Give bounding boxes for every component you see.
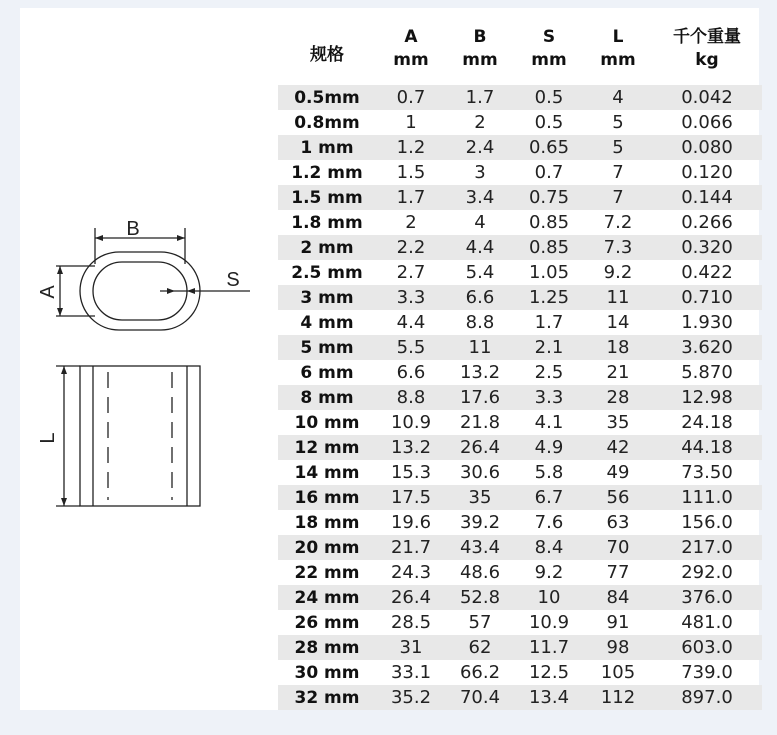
s-cell: 2.1 bbox=[514, 335, 584, 360]
s-cell: 10.9 bbox=[528, 612, 570, 633]
size-cell: 4 mm bbox=[300, 312, 354, 333]
b-cell: 48.6 bbox=[459, 562, 501, 583]
header-l-unit: mm bbox=[600, 50, 636, 70]
b-cell: 13.2 bbox=[459, 362, 501, 383]
size-cell: 0.5mm bbox=[278, 85, 376, 110]
s-cell: 8.4 bbox=[514, 535, 584, 560]
a-cell: 6.6 bbox=[396, 362, 426, 383]
header-cell-weight bbox=[652, 26, 762, 85]
size-cell: 32 mm bbox=[278, 685, 376, 710]
size-cell: 24 mm bbox=[278, 585, 376, 610]
size-cell: 2.5 mm bbox=[291, 262, 363, 283]
table-row bbox=[278, 160, 762, 185]
header-l-label: L bbox=[612, 27, 624, 47]
s-cell: 1.05 bbox=[528, 262, 570, 283]
spec-table-header bbox=[278, 26, 762, 85]
table-row bbox=[278, 110, 762, 135]
s-cell: 11.7 bbox=[514, 635, 584, 660]
a-cell: 2.2 bbox=[376, 235, 446, 260]
b-cell: 8.8 bbox=[465, 312, 495, 333]
table-row bbox=[278, 660, 762, 685]
s-cell: 0.5 bbox=[534, 112, 564, 133]
s-cell: 2.5 bbox=[534, 362, 564, 383]
size-cell: 8 mm bbox=[278, 385, 376, 410]
l-cell: 7 bbox=[612, 162, 624, 183]
weight-cell: 24.18 bbox=[681, 412, 733, 433]
b-cell: 17.6 bbox=[446, 385, 514, 410]
table-row bbox=[278, 310, 762, 335]
b-cell: 2 bbox=[474, 112, 486, 133]
header-b-label: B bbox=[473, 27, 487, 47]
spec-table-body bbox=[278, 85, 762, 710]
table-row bbox=[278, 585, 762, 610]
weight-cell: 0.422 bbox=[681, 262, 733, 283]
s-cell: 0.65 bbox=[514, 135, 584, 160]
table-row bbox=[278, 460, 762, 485]
size-cell: 1 mm bbox=[278, 135, 376, 160]
l-cell: 9.2 bbox=[603, 262, 633, 283]
weight-cell: 1.930 bbox=[681, 312, 733, 333]
dimension-label-b: B bbox=[126, 218, 140, 240]
l-cell: 70 bbox=[584, 535, 652, 560]
table-row bbox=[278, 260, 762, 285]
l-cell: 91 bbox=[606, 612, 630, 633]
l-cell: 56 bbox=[584, 485, 652, 510]
b-cell: 11 bbox=[446, 335, 514, 360]
size-cell: 1.5 mm bbox=[278, 185, 376, 210]
header-a-label: A bbox=[404, 27, 418, 47]
a-cell: 1.2 bbox=[376, 135, 446, 160]
l-cell: 105 bbox=[600, 662, 636, 683]
s-cell: 1.25 bbox=[514, 285, 584, 310]
l-cell: 49 bbox=[606, 462, 630, 483]
a-cell: 2.7 bbox=[396, 262, 426, 283]
weight-cell: 481.0 bbox=[681, 612, 733, 633]
b-cell: 30.6 bbox=[459, 462, 501, 483]
a-cell: 0.7 bbox=[376, 85, 446, 110]
weight-cell: 0.144 bbox=[652, 185, 762, 210]
b-cell: 70.4 bbox=[446, 685, 514, 710]
table-row bbox=[278, 335, 762, 360]
weight-cell: 12.98 bbox=[652, 385, 762, 410]
header-b-unit: mm bbox=[462, 50, 498, 70]
b-cell: 39.2 bbox=[459, 512, 501, 533]
size-cell: 28 mm bbox=[278, 635, 376, 660]
size-cell: 10 mm bbox=[294, 412, 360, 433]
a-cell: 35.2 bbox=[376, 685, 446, 710]
header-s-unit: mm bbox=[531, 50, 567, 70]
weight-cell: 739.0 bbox=[681, 662, 733, 683]
b-cell: 6.6 bbox=[446, 285, 514, 310]
s-cell: 9.2 bbox=[534, 562, 564, 583]
l-cell: 77 bbox=[606, 562, 630, 583]
header-weight-unit: kg bbox=[695, 50, 719, 70]
b-cell: 4.4 bbox=[446, 235, 514, 260]
size-cell: 12 mm bbox=[278, 435, 376, 460]
a-cell: 21.7 bbox=[376, 535, 446, 560]
table-row bbox=[278, 360, 762, 385]
size-cell: 30 mm bbox=[294, 662, 360, 683]
table-row bbox=[278, 685, 762, 710]
weight-cell: 897.0 bbox=[652, 685, 762, 710]
l-cell: 14 bbox=[606, 312, 630, 333]
a-cell: 24.3 bbox=[390, 562, 432, 583]
s-cell: 0.5 bbox=[514, 85, 584, 110]
l-cell: 5 bbox=[584, 135, 652, 160]
table-row bbox=[278, 485, 762, 510]
l-cell: 5 bbox=[612, 112, 624, 133]
size-cell: 1.2 mm bbox=[291, 162, 363, 183]
s-cell: 7.6 bbox=[534, 512, 564, 533]
s-cell: 6.7 bbox=[514, 485, 584, 510]
weight-cell: 0.320 bbox=[652, 235, 762, 260]
weight-cell: 5.870 bbox=[681, 362, 733, 383]
l-cell: 42 bbox=[584, 435, 652, 460]
header-spec-label: 规格 bbox=[310, 45, 344, 65]
header-cell-l bbox=[584, 26, 652, 85]
size-cell: 0.8mm bbox=[294, 112, 360, 133]
s-cell: 12.5 bbox=[528, 662, 570, 683]
sleeve-diagram bbox=[0, 0, 270, 560]
l-cell: 11 bbox=[584, 285, 652, 310]
s-cell: 0.85 bbox=[528, 212, 570, 233]
size-cell: 1.8 mm bbox=[291, 212, 363, 233]
header-a-unit: mm bbox=[393, 50, 429, 70]
a-cell: 13.2 bbox=[376, 435, 446, 460]
a-cell: 19.6 bbox=[390, 512, 432, 533]
dimension-label-a: A bbox=[37, 285, 59, 299]
l-cell: 7 bbox=[584, 185, 652, 210]
table-row bbox=[278, 210, 762, 235]
s-cell: 0.85 bbox=[514, 235, 584, 260]
b-cell: 43.4 bbox=[446, 535, 514, 560]
a-cell: 31 bbox=[376, 635, 446, 660]
b-cell: 2.4 bbox=[446, 135, 514, 160]
s-cell: 3.3 bbox=[514, 385, 584, 410]
weight-cell: 603.0 bbox=[652, 635, 762, 660]
a-cell: 26.4 bbox=[376, 585, 446, 610]
sleeve-side-outline bbox=[80, 366, 200, 506]
a-cell: 1.7 bbox=[376, 185, 446, 210]
table-row bbox=[278, 235, 762, 260]
weight-cell: 73.50 bbox=[681, 462, 733, 483]
table-row bbox=[278, 85, 762, 110]
table-row bbox=[278, 385, 762, 410]
l-cell: 35 bbox=[606, 412, 630, 433]
b-cell: 26.4 bbox=[446, 435, 514, 460]
table-row bbox=[278, 560, 762, 585]
table-row bbox=[278, 610, 762, 635]
l-cell: 21 bbox=[606, 362, 630, 383]
s-cell: 4.9 bbox=[514, 435, 584, 460]
s-cell: 1.7 bbox=[534, 312, 564, 333]
size-cell: 14 mm bbox=[294, 462, 360, 483]
a-cell: 4.4 bbox=[396, 312, 426, 333]
table-row bbox=[278, 510, 762, 535]
table-row bbox=[278, 535, 762, 560]
s-cell: 10 bbox=[514, 585, 584, 610]
size-cell: 16 mm bbox=[278, 485, 376, 510]
weight-cell: 3.620 bbox=[652, 335, 762, 360]
weight-cell: 0.120 bbox=[681, 162, 733, 183]
table-row bbox=[278, 635, 762, 660]
weight-cell: 44.18 bbox=[652, 435, 762, 460]
b-cell: 5.4 bbox=[465, 262, 495, 283]
table-row bbox=[278, 410, 762, 435]
b-cell: 21.8 bbox=[459, 412, 501, 433]
dimension-label-l: L bbox=[37, 432, 59, 444]
weight-cell: 376.0 bbox=[652, 585, 762, 610]
l-cell: 7.3 bbox=[584, 235, 652, 260]
a-cell: 1 bbox=[405, 112, 417, 133]
table-row bbox=[278, 435, 762, 460]
s-cell: 5.8 bbox=[534, 462, 564, 483]
header-s-label: S bbox=[542, 27, 556, 47]
weight-cell: 0.266 bbox=[681, 212, 733, 233]
b-cell: 3.4 bbox=[446, 185, 514, 210]
a-cell: 3.3 bbox=[376, 285, 446, 310]
a-cell: 15.3 bbox=[390, 462, 432, 483]
weight-cell: 0.066 bbox=[681, 112, 733, 133]
table-row bbox=[278, 285, 762, 310]
b-cell: 3 bbox=[474, 162, 486, 183]
b-cell: 52.8 bbox=[446, 585, 514, 610]
s-cell: 13.4 bbox=[514, 685, 584, 710]
weight-cell: 0.042 bbox=[652, 85, 762, 110]
weight-cell: 292.0 bbox=[681, 562, 733, 583]
table-row bbox=[278, 135, 762, 160]
b-cell: 57 bbox=[468, 612, 492, 633]
size-cell: 18 mm bbox=[294, 512, 360, 533]
size-cell: 26 mm bbox=[294, 612, 360, 633]
a-cell: 28.5 bbox=[390, 612, 432, 633]
l-cell: 63 bbox=[606, 512, 630, 533]
l-cell: 18 bbox=[584, 335, 652, 360]
a-cell: 17.5 bbox=[376, 485, 446, 510]
weight-cell: 217.0 bbox=[652, 535, 762, 560]
s-cell: 4.1 bbox=[534, 412, 564, 433]
size-cell: 3 mm bbox=[278, 285, 376, 310]
b-cell: 35 bbox=[446, 485, 514, 510]
a-cell: 5.5 bbox=[376, 335, 446, 360]
size-cell: 6 mm bbox=[300, 362, 354, 383]
a-cell: 33.1 bbox=[390, 662, 432, 683]
b-cell: 1.7 bbox=[446, 85, 514, 110]
spec-table bbox=[278, 26, 762, 710]
l-cell: 4 bbox=[584, 85, 652, 110]
b-cell: 66.2 bbox=[459, 662, 501, 683]
size-cell: 5 mm bbox=[278, 335, 376, 360]
header-cell-spec bbox=[278, 26, 376, 85]
weight-cell: 156.0 bbox=[681, 512, 733, 533]
l-cell: 98 bbox=[584, 635, 652, 660]
l-cell: 84 bbox=[584, 585, 652, 610]
weight-cell: 111.0 bbox=[652, 485, 762, 510]
l-cell: 112 bbox=[584, 685, 652, 710]
header-cell-s bbox=[514, 26, 584, 85]
a-cell: 8.8 bbox=[376, 385, 446, 410]
weight-cell: 0.710 bbox=[652, 285, 762, 310]
a-cell: 10.9 bbox=[390, 412, 432, 433]
a-cell: 1.5 bbox=[396, 162, 426, 183]
a-cell: 2 bbox=[405, 212, 417, 233]
weight-cell: 0.080 bbox=[652, 135, 762, 160]
size-cell: 20 mm bbox=[278, 535, 376, 560]
header-cell-a bbox=[376, 26, 446, 85]
header-cell-b bbox=[446, 26, 514, 85]
dimension-label-s: S bbox=[226, 269, 240, 291]
table-row bbox=[278, 185, 762, 210]
b-cell: 4 bbox=[474, 212, 486, 233]
l-cell: 7.2 bbox=[603, 212, 633, 233]
size-cell: 22 mm bbox=[294, 562, 360, 583]
s-cell: 0.7 bbox=[534, 162, 564, 183]
l-cell: 28 bbox=[584, 385, 652, 410]
header-weight-label: 千个重量 bbox=[673, 27, 741, 47]
size-cell: 2 mm bbox=[278, 235, 376, 260]
b-cell: 62 bbox=[446, 635, 514, 660]
s-cell: 0.75 bbox=[514, 185, 584, 210]
